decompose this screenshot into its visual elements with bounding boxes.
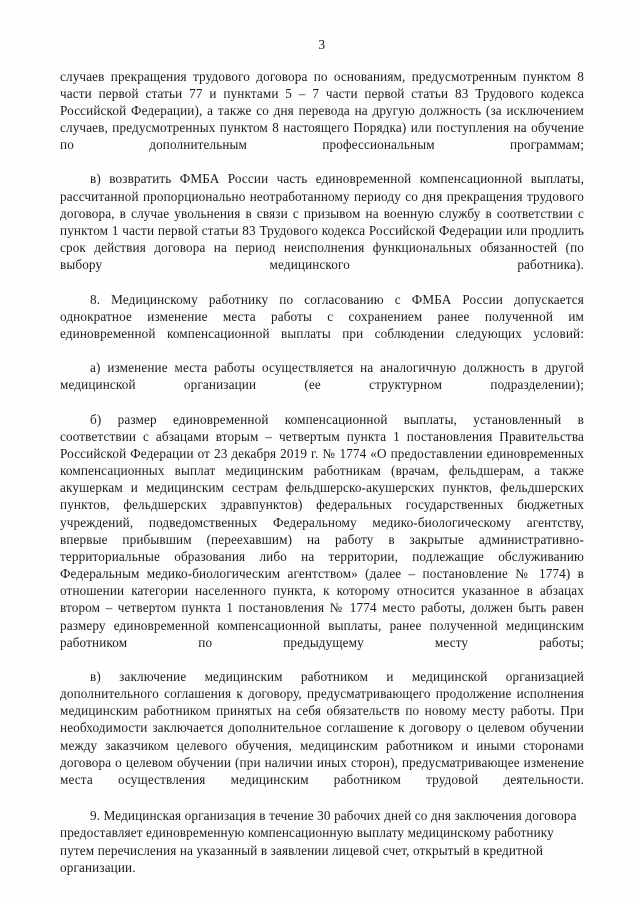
paragraph-item-8b: б) размер единовременной компенсационной выплаты, установленный в соответствии с абзацами вторым – четвертым пункта 1 постановления Правительства Российской Федерации от 23 декабря 2019 г. № 1774 «О предоставлении единовременных компенсационных выплат медицинским работникам (врачам, фельдшерам, а также акушеркам и медицинским сестрам фельдшерско-акушерских пунктов, фельдшерских пунктов, фельдшерских здравпунктов) федеральных государственных бюджетных учреждений, подведомственных Федеральному медико-биологическому агентству, впервые прибывшим (переехавшим) на работу в закрытые административно-территориальные образования либо на территории, подлежащие обслуживанию Федеральным медико-биологическим агентством» (далее – постановление № 1774) в отношении категории населенного пункта, к которому относится указанное в абзацах втором – четвертом пункта 1 постановления № 1774 место работы, должен быть равен размеру единовременной компенсационной выплаты, ранее полученной медицинским работником по предыдущему месту работы; xyxy=(60,411,584,650)
paragraph-continuation: случаев прекращения трудового договора по основаниям, предусмотренным пунктом 8 части первой статьи 77 и пунктами 5 – 7 части первой статьи 83 Трудового кодекса Российской Федерации), а также со дня перевода на другую должность (за исключением случаев, предусмотренных пунктом 8 настоящего Порядка) или поступления на обучение по дополнительным профессиональным программам; xyxy=(60,68,584,153)
paragraph-item-8v: в) заключение медицинским работником и медицинской организацией дополнительного соглашения к договору, предусматривающего продолжение исполнения медицинским работником принятых на себя обязательств по новому месту работы. При необходимости заключается дополнительное соглашение к договору о целевом обучении между заказчиком целевого обучения, медицинским работником и иными сторонами договора о целевом обучении (при наличии иных сторон), предусматривающее изменение места осуществления медицинским работником трудовой деятельности. xyxy=(60,668,584,787)
paragraph-item-9: 9. Медицинская организация в течение 30 рабочих дней со дня заключения договора предоставляет единовременную компенсационную выплату медицинскому работнику путем перечисления на указанный в заявлении лицевой счет, открытый в кредитной организации. xyxy=(60,808,577,875)
paragraph-item-v-return: в) возвратить ФМБА России часть единовременной компенсационной выплаты, рассчитанной пропорционально неотработанному периоду со дня прекращения трудового договора, в случае увольнения в связи с призывом на военную службу в соответствии с пунктом 1 части первой статьи 83 Трудового кодекса Российской Федерации или продлить срок действия договора на период неисполнения функциональных обязанностей (по выбору медицинского работника). xyxy=(60,171,584,273)
paragraph-item-8a: а) изменение места работы осуществляется на аналогичную должность в другой медицинской организации (ее структурном подразделении); xyxy=(60,360,584,393)
document-body xyxy=(60,68,584,876)
page-number: 3 xyxy=(318,37,326,52)
paragraph-item-8: 8. Медицинскому работнику по согласованию с ФМБА России допускается однократное изменение места работы с сохранением ранее полученной им единовременной компенсационной выплаты при соблюдении следующих условий: xyxy=(60,291,584,341)
